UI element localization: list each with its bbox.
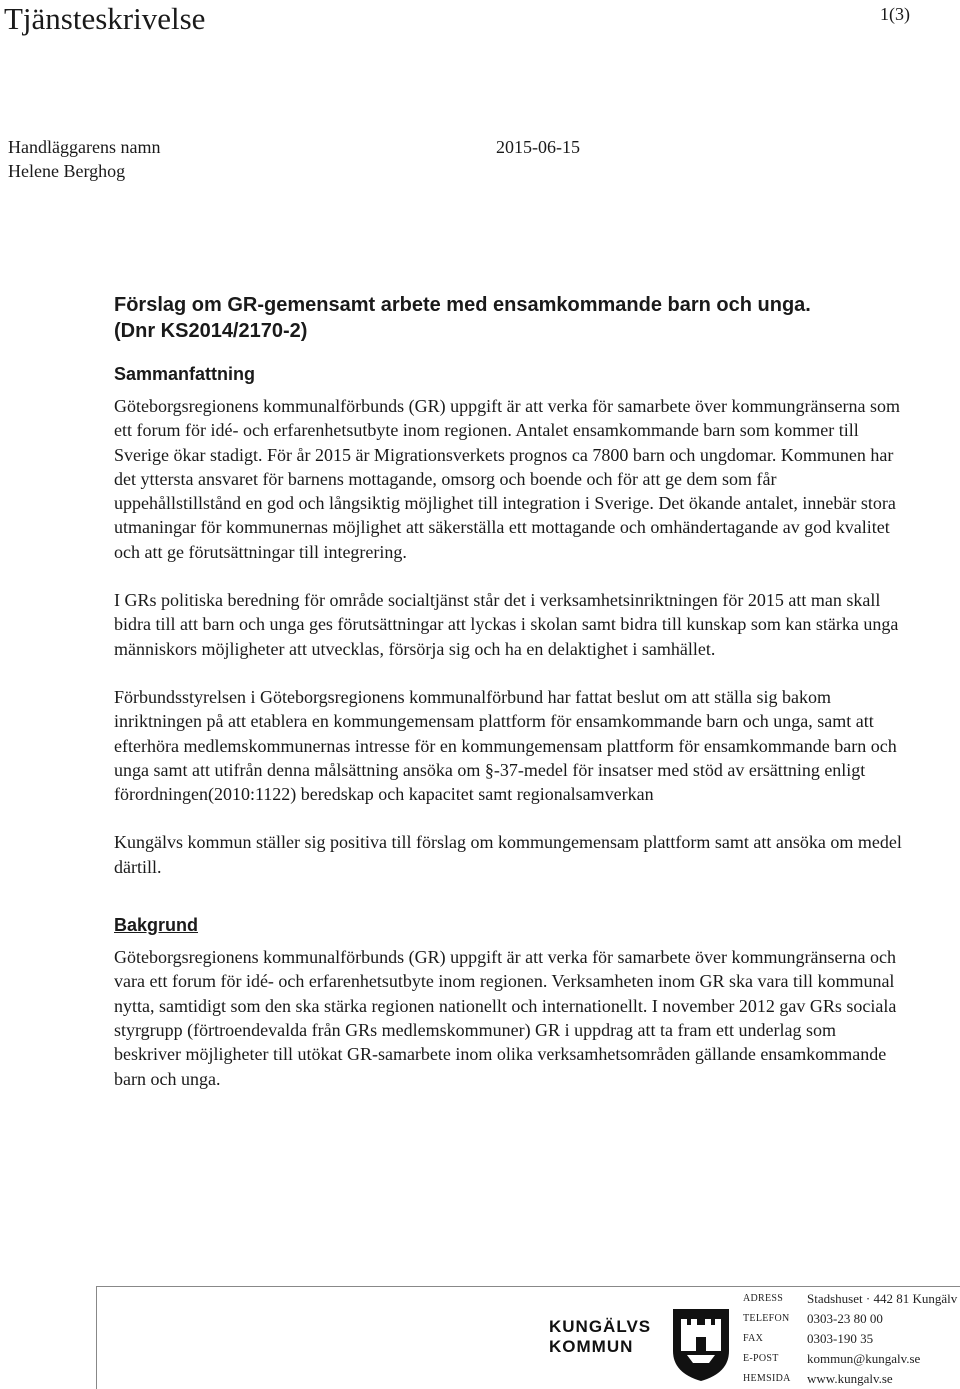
summary-heading: Sammanfattning bbox=[114, 364, 256, 384]
address-value: Stadshuset · 442 81 Kungälv bbox=[807, 1291, 958, 1306]
handler-name: Helene Berghog bbox=[8, 161, 126, 181]
contact-label: FAX bbox=[743, 1333, 764, 1344]
contact-label: E-POST bbox=[743, 1353, 779, 1364]
website-link[interactable]: www.kungalv.se bbox=[807, 1371, 893, 1386]
document-heading bbox=[114, 292, 904, 344]
email-link[interactable]: kommun@kungalv.se bbox=[807, 1351, 921, 1366]
handler-label: Handläggarens namn bbox=[8, 137, 161, 157]
summary-paragraph: Kungälvs kommun ställer sig positiva till förslag om kommungemensam plattform samt att ansöka om medel därtill. bbox=[114, 832, 902, 877]
document-body bbox=[114, 292, 904, 1091]
phone-value: 0303-23 80 00 bbox=[807, 1311, 883, 1326]
summary-paragraph: I GRs politiska beredning för område socialtjänst står det i verksamhetsinriktningen för 2015 att man skall bidra till att barn och unga ges förutsättningar att lyckas i skolan samt bidra till kunskap som kan stärka unga människors möjligheter att utvecklas, försörja sig och ha en delaktighet i samhället. bbox=[114, 590, 899, 659]
logo-wordmark bbox=[549, 1317, 659, 1357]
summary-paragraph: Göteborgsregionens kommunalförbunds (GR) uppgift är att verka för samarbete över kommungränserna som ett forum för idé- och erfarenhetsutbyte inom regionen. Antalet ensamkommande barn som kommer till Sverige ökar stadigt. För år 2015 är Migrationsverkets prognos ca 7800 barn och ungdomar. Kommunen har det yttersta ansvaret för barnens mottagande, omsorg och boende och för att ge dem som får uppehållstillstånd en god och långsiktig möjlighet till integration i Sverige. Det ökande antalet, innebär stora utmaningar för kommunernas möjlighet att säkerställa ett mottagande och omhändertagande av god kvalitet och att ge förutsättningar till integrering. bbox=[114, 396, 900, 562]
summary-paragraph: Förbundsstyrelsen i Göteborgsregionens kommunalförbund har fattat beslut om att ställa sig bakom inriktningen på att etablera en kommungemensam plattform för ensamkommande barn och unga, samt att efterhöra medlemskommunernas intresse för en kommungemensam plattform för ensamkommande barn och unga samt att utifrån denna målsättning ansöka om §-37-medel för insatser med stöd av ersättning enligt förordningen(2010:1122) beredskap och kapacitet samt regionalsamverkan bbox=[114, 686, 897, 805]
background-paragraph: Göteborgsregionens kommunalförbunds (GR) uppgift är att verka för samarbete över kommungränserna och vara ett forum för idé- och erfarenhetsutbyte inom regionen. Verksamheten inom GR ska vara till kommunal nytta, samtidigt som den ska stärka regionen nationellt och internationellt. I november 2012 gav GRs sociala styrgrupp (förtroendevalda från GRs medlemskommuner) GR i uppdrag att ta fram ett underlag som beskriver möjligheter till utökat GR-samarbete inom olika verksamhetsområden gällande ensamkommande barn och unga. bbox=[114, 947, 897, 1089]
contact-label: HEMSIDA bbox=[743, 1373, 791, 1384]
kungalv-crest-icon bbox=[669, 1305, 733, 1383]
document-heading-line2: (Dnr KS2014/2170-2) bbox=[114, 320, 308, 342]
page-footer bbox=[96, 1286, 960, 1389]
fax-value: 0303-190 35 bbox=[807, 1331, 874, 1346]
document-type-title: Tjänsteskrivelse bbox=[4, 1, 206, 36]
contact-label: TELEFON bbox=[743, 1313, 790, 1324]
document-date: 2015-06-15 bbox=[496, 137, 580, 157]
logo-line2: KOMMUN bbox=[549, 1337, 634, 1356]
background-heading: Bakgrund bbox=[114, 915, 199, 936]
logo-line1: KUNGÄLVS bbox=[549, 1317, 652, 1336]
page-number: 1(3) bbox=[880, 4, 910, 24]
contact-label: ADRESS bbox=[743, 1293, 784, 1304]
document-heading-line1: Förslag om GR-gemensamt arbete med ensamkommande barn och unga. bbox=[114, 294, 811, 316]
